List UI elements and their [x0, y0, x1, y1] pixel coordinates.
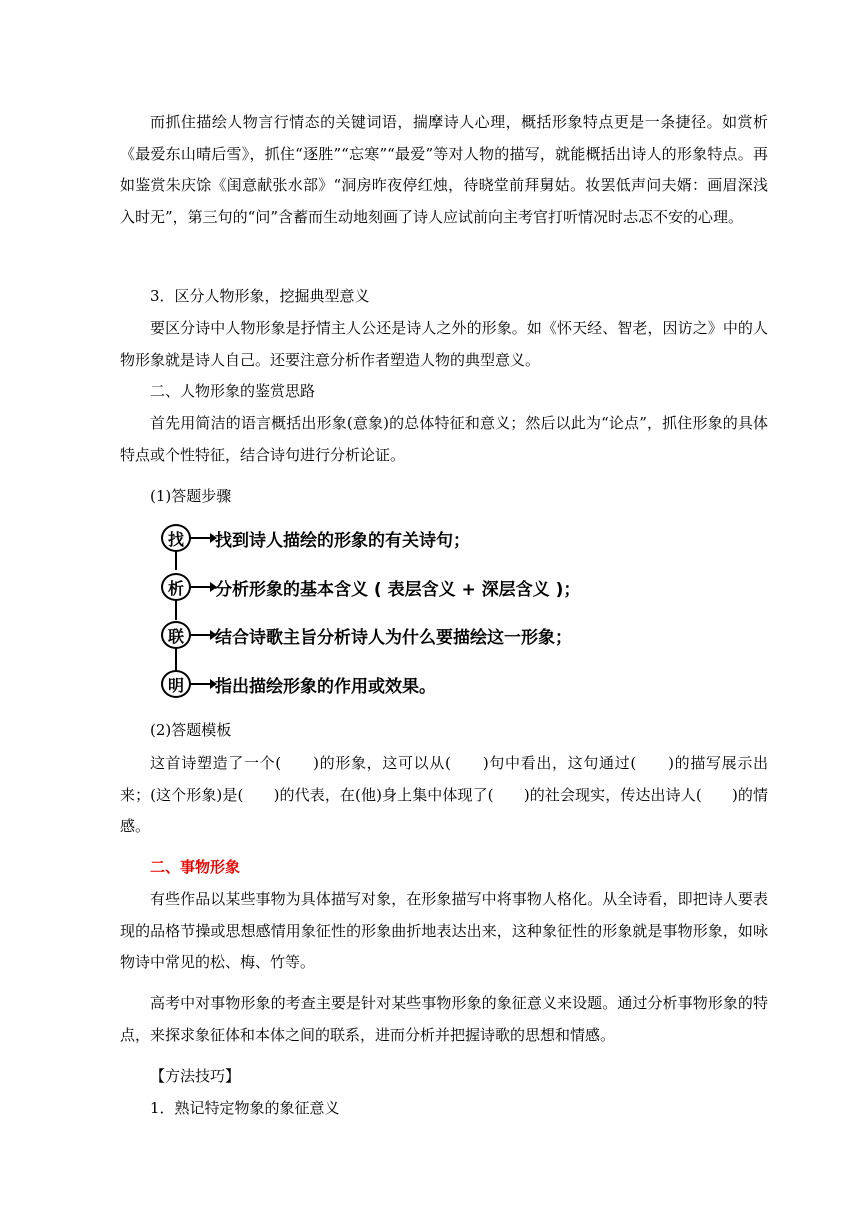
arrow-icon	[191, 537, 211, 539]
step-circle-clarify: 明	[161, 670, 191, 698]
paragraph-distinguish-characters: 要区分诗中人物形象是抒情主人公还是诗人之外的形象。如《怀天经、智老，因访之》中的人物形象就是诗人自己。还要注意分析作者塑造人物的典型意义。	[120, 319, 768, 369]
heading-answer-template: (2)答题模板	[150, 721, 232, 739]
step-text-find: 找到诗人描绘的形象的有关诗句；	[215, 531, 470, 551]
connector-line	[175, 648, 177, 670]
heading-method-skills: 【方法技巧】	[150, 1067, 241, 1085]
step-text-analyze: 分析形象的基本含义 ( 表层含义 + 深层含义 )；	[215, 580, 581, 600]
arrow-icon	[191, 683, 211, 685]
heading-answer-steps: (1)答题步骤	[150, 487, 232, 505]
paragraph-character-language: 而抓住描绘人物言行情态的关键词语，揣摩诗人心理，概括形象特点更是一条捷径。如赏析《最爱东山晴后雪》，抓住“逐胜”“忘寒”“最爱”等对人物的描写，就能概括出诗人的形象特点。再如鉴赏朱庆馀《闺意献张水部》“洞房昨夜停红烛，待晓堂前拜舅姑。妆罢低声问夫婿：画眉深浅入时无”，第三句的“问”含蓄而生动地刻画了诗人应试前向主考官打听情况时忐忑不安的心理。	[120, 113, 768, 226]
step-text-clarify: 指出描绘形象的作用或效果。	[215, 677, 436, 697]
arrow-icon	[191, 586, 211, 588]
paragraph-appreciation-approach: 首先用简洁的语言概括出形象(意象)的总体特征和意义；然后以此为“论点”，抓住形象的具体特点或个性特征，结合诗句进行分析论证。	[120, 414, 768, 464]
heading-appreciation-approach: 二、人物形象的鉴赏思路	[150, 382, 316, 400]
heading-object-image: 二、事物形象	[150, 858, 241, 876]
heading-memorize-symbols: 1．熟记特定物象的象征意义	[150, 1099, 340, 1117]
heading-distinguish-characters: 3．区分人物形象，挖掘典型意义	[150, 287, 370, 305]
paragraph-answer-template: 这首诗塑造了一个( )的形象，这可以从( )句中看出，这句通过( )的描写展示出来；(这个形象)是( )的代表，在(他)身上集中体现了( )的社会现实，传达出诗人( )的情感。	[120, 754, 768, 835]
connector-line	[175, 550, 177, 570]
step-circle-analyze: 析	[161, 573, 191, 601]
arrow-icon	[191, 634, 211, 636]
paragraph-object-image: 有些作品以某些事物为具体描写对象，在形象描写中将事物人格化。从全诗看，即把诗人要表现的品格节操或思想感情用象征性的形象曲折地表达出来，这种象征性的形象就是事物形象，如咏物诗中常见的松、梅、竹等。	[120, 890, 768, 971]
step-text-connect: 结合诗歌主旨分析诗人为什么要描绘这一形象；	[215, 628, 572, 648]
step-circle-connect: 联	[161, 621, 191, 649]
answer-steps-flowchart	[155, 520, 615, 700]
paragraph-exam-focus: 高考中对事物形象的考查主要是针对某些事物形象的象征意义来设题。通过分析事物形象的特点，来探求象征体和本体之间的联系，进而分析并把握诗歌的思想和情感。	[120, 994, 768, 1044]
step-circle-find: 找	[161, 524, 191, 552]
connector-line	[175, 600, 177, 620]
